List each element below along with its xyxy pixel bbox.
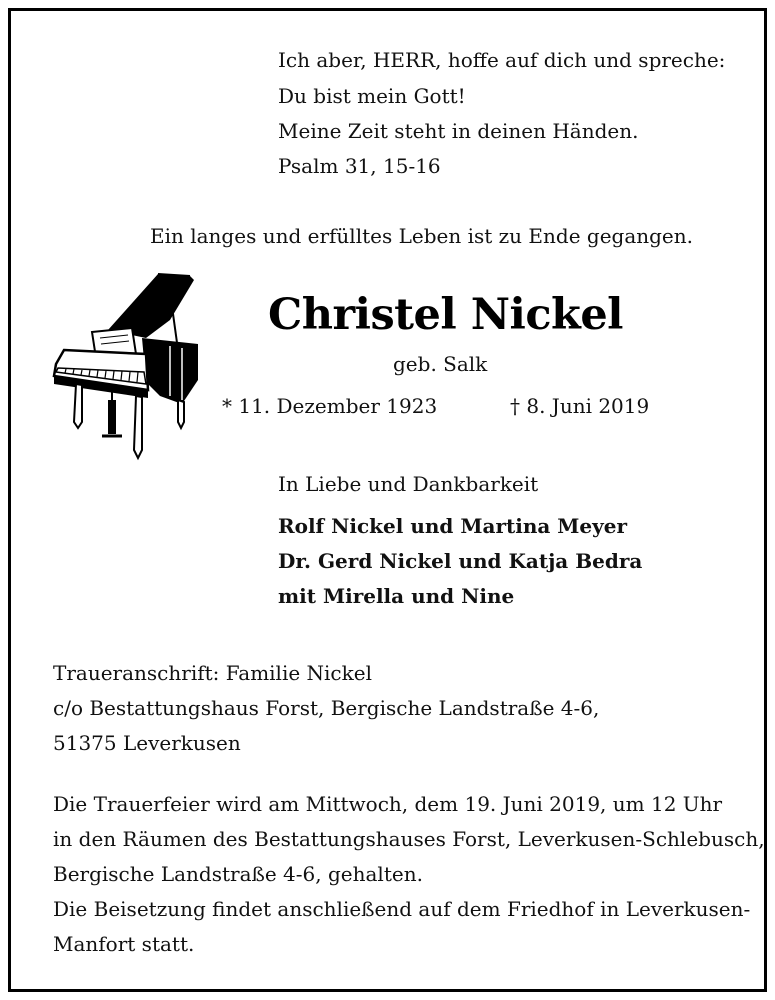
ceremony-line: Manfort statt. bbox=[53, 932, 195, 956]
deceased-name: Christel Nickel bbox=[268, 290, 624, 340]
death-date: † 8. Juni 2019 bbox=[510, 394, 650, 418]
intro-text: Ein langes und erfülltes Leben ist zu Ende gegangen. bbox=[150, 224, 694, 248]
mourner-name: mit Mirella und Nine bbox=[278, 584, 515, 608]
psalm-line: Ich aber, HERR, hoffe auf dich und spreche: bbox=[278, 48, 726, 72]
maiden-name: geb. Salk bbox=[393, 352, 488, 376]
mourner-name: Dr. Gerd Nickel und Katja Bedra bbox=[278, 549, 643, 573]
address-line: 51375 Leverkusen bbox=[53, 731, 241, 755]
mourners-intro: In Liebe und Dankbarkeit bbox=[278, 472, 539, 496]
ceremony-line: Die Trauerfeier wird am Mittwoch, dem 19. Juni 2019, um 12 Uhr bbox=[53, 792, 723, 816]
ceremony-line: Bergische Landstraße 4-6, gehalten. bbox=[53, 862, 423, 886]
psalm-line: Du bist mein Gott! bbox=[278, 84, 466, 108]
ceremony-line: in den Räumen des Bestattungshauses Forst, Leverkusen-Schlebusch, bbox=[53, 827, 765, 851]
ceremony-line: Die Beisetzung findet anschließend auf dem Friedhof in Leverkusen- bbox=[53, 897, 751, 921]
address-line: Traueranschrift: Familie Nickel bbox=[53, 661, 372, 685]
address-line: c/o Bestattungshaus Forst, Bergische Landstraße 4-6, bbox=[53, 696, 600, 720]
birth-date: * 11. Dezember 1923 bbox=[222, 394, 438, 418]
psalm-line: Meine Zeit steht in deinen Händen. bbox=[278, 119, 639, 143]
grand-piano-icon bbox=[50, 272, 202, 468]
mourner-name: Rolf Nickel und Martina Meyer bbox=[278, 514, 628, 538]
psalm-reference: Psalm 31, 15-16 bbox=[278, 154, 441, 178]
